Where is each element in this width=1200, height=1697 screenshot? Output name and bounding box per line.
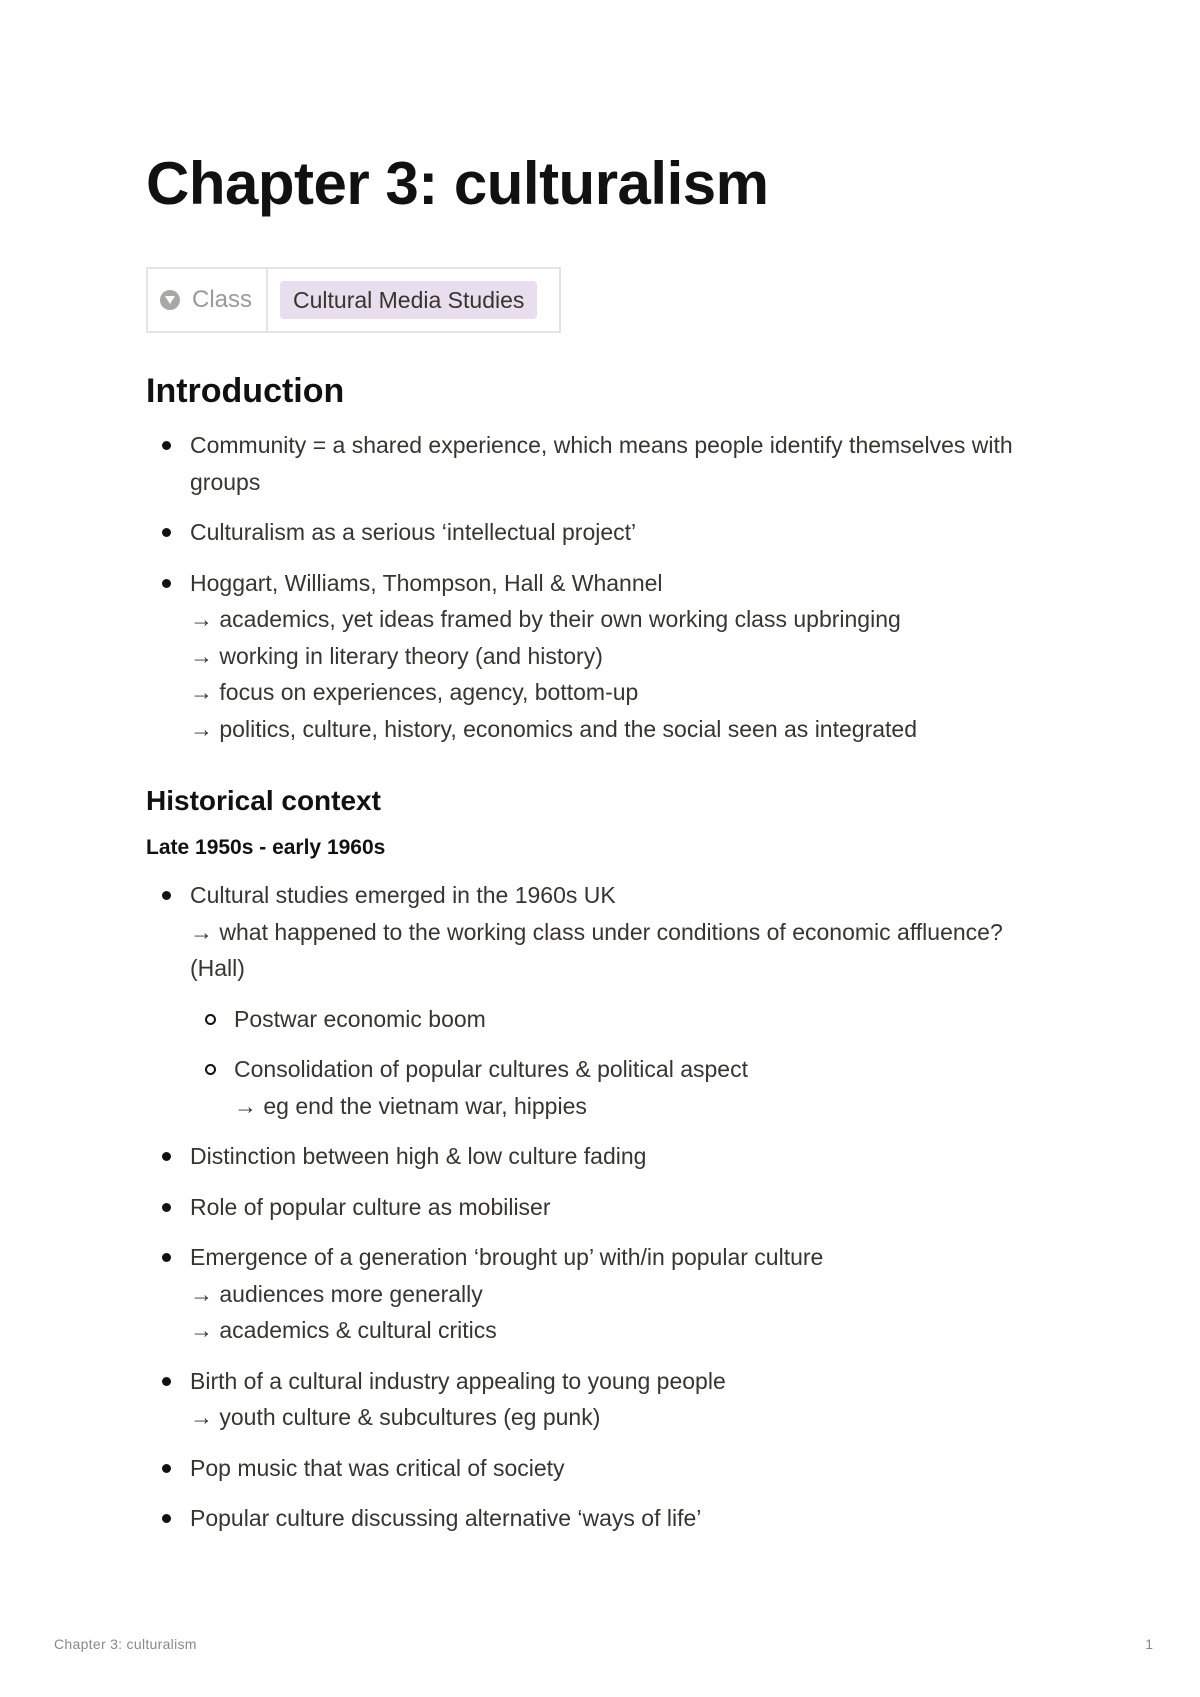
list-item-line: groups [190, 468, 261, 495]
list-item [146, 565, 1076, 748]
list-item-line: → focus on experiences, agency, bottom-up [190, 679, 639, 705]
list-item-line: Consolidation of popular cultures & political aspect [234, 1056, 748, 1082]
list-item-line: Emergence of a generation ‘brought up’ with/in popular culture [190, 1244, 824, 1270]
list-item [146, 1189, 1076, 1226]
nested-list-item [190, 1001, 1076, 1038]
list-item-line: Distinction between high & low culture fading [190, 1143, 647, 1169]
page-title: Chapter 3: culturalism [146, 150, 769, 217]
property-table [146, 267, 561, 333]
property-key [148, 269, 268, 331]
heading-historical-context: Historical context [146, 785, 381, 816]
list-item-line: → youth culture & subcultures (eg punk) [190, 1404, 601, 1430]
list-item [146, 1363, 1076, 1436]
historical-list [146, 877, 1076, 1537]
list-item-line: Culturalism as a serious ‘intellectual project’ [190, 519, 637, 545]
list-item [146, 427, 1076, 500]
list-item-line: → working in literary theory (and history) [190, 642, 603, 669]
list-item-line: Community = a shared experience, which means people identify themselves with [190, 432, 1013, 458]
document-page [146, 146, 1076, 1537]
list-item-line: Postwar economic boom [234, 1005, 486, 1032]
list-item-line: → what happened to the working class under conditions of economic affluence? [190, 918, 1003, 945]
nested-list [190, 1001, 1076, 1125]
list-item [146, 877, 1076, 1124]
list-item-line: Birth of a cultural industry appealing to young people [190, 1367, 726, 1394]
list-item-line: Hoggart, Williams, Thompson, Hall & Whannel [190, 569, 663, 596]
chevron-circle-icon [160, 290, 180, 310]
class-tag[interactable]: Cultural Media Studies [280, 281, 537, 319]
list-item [146, 1450, 1076, 1487]
list-item-line: → academics & cultural critics [190, 1317, 497, 1343]
nested-list-item [190, 1051, 1076, 1124]
list-item-line: Pop music that was critical of society [190, 1454, 565, 1481]
list-item-line: Cultural studies emerged in the 1960s UK [190, 882, 616, 908]
heading-introduction: Introduction [146, 372, 345, 410]
list-item-line: → audiences more generally [190, 1280, 483, 1307]
list-item [146, 1239, 1076, 1349]
list-item-line: → academics, yet ideas framed by their own working class upbringing [190, 606, 901, 632]
list-item-line: → politics, culture, history, economics and the social seen as integrated [190, 715, 917, 742]
list-item-line: Role of popular culture as mobiliser [190, 1193, 551, 1220]
property-value[interactable] [268, 269, 559, 331]
list-item-line: → eg end the vietnam war, hippies [234, 1092, 587, 1119]
footer-page-number: 1 [1145, 1636, 1153, 1652]
subheading-period: Late 1950s - early 1960s [146, 836, 386, 859]
list-item [146, 1138, 1076, 1175]
intro-list [146, 427, 1076, 747]
list-item-line: (Hall) [190, 955, 245, 981]
list-item-line: Popular culture discussing alternative ‘ways of life’ [190, 1505, 702, 1531]
list-item [146, 1500, 1076, 1537]
list-item [146, 514, 1076, 551]
footer-document-title: Chapter 3: culturalism [54, 1636, 197, 1652]
property-key-label: Class [192, 286, 253, 313]
